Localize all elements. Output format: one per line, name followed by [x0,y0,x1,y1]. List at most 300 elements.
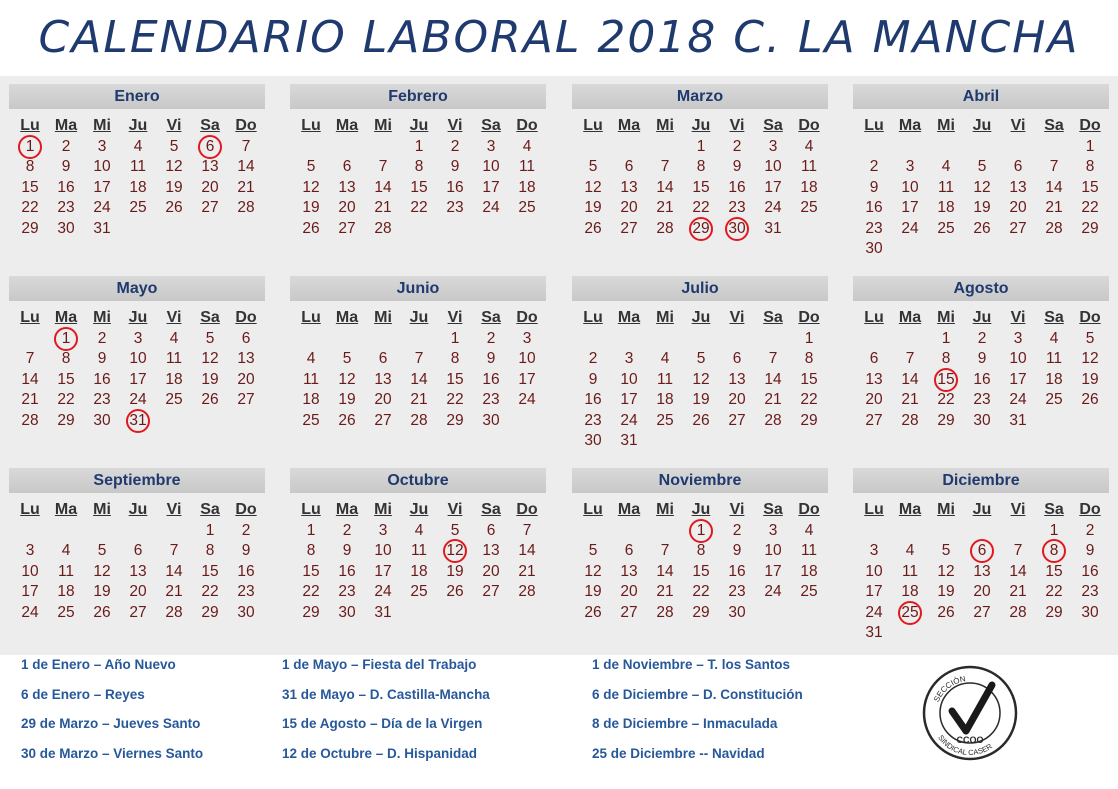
day-cell: 22 [692,583,710,600]
day-cell: 23 [338,583,356,600]
day-cell: 14 [764,370,782,388]
empty-cell [611,329,647,350]
day-cell: 20 [620,199,638,216]
day-cell: 24 [93,199,111,216]
day-cell: 4 [660,350,670,367]
weekday-label: Ma [898,117,922,134]
day-cell: 23 [237,583,255,600]
day-cell: 19 [93,583,111,600]
day-cell: 27 [129,603,147,621]
day-cell: 17 [1009,370,1027,388]
day-cell: 13 [237,350,255,367]
month-marzo [572,84,828,239]
empty-cell [48,521,84,542]
day-cell: 23 [1081,583,1099,600]
day-cell: 12 [338,370,356,388]
day-cell: 30 [865,240,883,257]
day-cell: 3 [486,137,496,155]
day-cell: 31 [764,219,782,237]
day-cell: 18 [410,562,428,580]
day-cell: 5 [97,542,107,559]
day-cell: 30 [482,411,500,429]
day-cell: 21 [656,583,674,600]
day-cell: 18 [937,199,955,216]
day-cell: 7 [768,350,778,367]
weekday-label: Mi [656,309,674,326]
day-cell: 4 [905,542,915,559]
day-cell: 29 [446,411,464,429]
day-cell: 27 [482,583,500,600]
empty-cell [964,521,1000,542]
month-grid [12,500,262,623]
day-cell: 20 [374,391,392,408]
day-cell: 22 [21,199,39,216]
day-cell: 9 [450,158,460,175]
day-cell: 4 [804,521,814,539]
legend-item: 1 de Noviembre – T. los Santos [592,657,791,672]
day-cell: 8 [450,350,460,367]
weekday-label: Lu [20,309,40,326]
day-cell: 24 [1009,391,1027,408]
month-abril [853,84,1109,260]
weekday-label: Do [516,309,538,326]
day-cell: 8 [804,350,814,367]
month-header: Julio [572,276,828,301]
day-cell: 31 [865,624,883,641]
weekday-label: Mi [656,501,674,518]
day-cell: 11 [901,562,919,580]
day-cell: 29 [201,603,219,621]
day-cell: 28 [518,583,536,600]
weekday-label: Ma [54,117,78,134]
weekday-label: Sa [200,309,220,326]
day-cell: 8 [414,158,424,175]
day-cell: 22 [937,391,955,408]
weekday-label: Lu [301,309,321,326]
day-cell: 25 [302,411,320,429]
legend-item: 8 de Diciembre – Inmaculada [592,716,778,731]
day-cell: 13 [1009,178,1027,196]
weekday-label: Ma [335,309,359,326]
day-cell: 5 [450,521,460,539]
weekday-label: Ma [617,501,641,518]
day-cell: 21 [518,562,536,580]
day-cell: 3 [768,521,778,539]
day-cell: 14 [237,158,255,175]
weekday-label: Ju [409,309,429,326]
day-cell: 28 [1009,603,1027,621]
month-header: Noviembre [572,468,828,493]
day-cell: 6 [378,350,388,367]
day-cell: 28 [410,411,428,429]
day-cell: 13 [338,178,356,196]
day-cell: 1 [205,521,215,539]
day-cell: 9 [241,542,251,559]
day-cell: 3 [133,329,143,347]
day-cell: 11 [937,178,955,196]
weekday-label: Vi [166,501,182,518]
month-grid [856,500,1106,644]
day-cell: 27 [620,603,638,621]
day-cell: 29 [692,603,710,621]
day-cell: 19 [446,562,464,580]
day-cell: 20 [237,370,255,388]
day-cell: 18 [302,391,320,408]
empty-cell [1000,521,1036,542]
day-cell: 23 [728,199,746,216]
day-cell: 6 [869,350,879,367]
day-cell: 18 [656,391,674,408]
weekday-label: Sa [481,309,501,326]
day-cell: 26 [201,391,219,408]
day-cell: 14 [374,178,392,196]
weekday-label: Do [1079,117,1101,134]
day-cell: 7 [169,542,179,559]
day-cell: 26 [937,603,955,621]
weekday-label: Ju [128,501,148,518]
day-cell: 2 [97,329,107,347]
day-cell: 20 [973,583,991,600]
day-cell: 10 [1009,350,1027,367]
day-cell: 4 [804,137,814,155]
day-cell: 25 [937,219,955,237]
day-cell: 29 [57,411,75,429]
month-junio [290,276,546,431]
month-header: Mayo [9,276,265,301]
day-cell: 6 [133,542,143,559]
day-cell: 14 [21,370,39,388]
weekday-label: Vi [447,117,463,134]
month-header: Marzo [572,84,828,109]
empty-cell [575,137,611,158]
weekday-label: Ju [691,117,711,134]
day-cell: 14 [1045,178,1063,196]
legend-item: 30 de Marzo – Viernes Santo [21,745,204,761]
day-cell: 3 [869,542,879,559]
day-cell: 3 [97,137,107,155]
holiday-day-cell: 1 [683,521,719,542]
day-cell: 19 [584,199,602,216]
day-cell: 13 [374,370,392,388]
empty-cell [755,329,791,350]
month-grid [12,308,262,431]
weekday-label: Ma [335,117,359,134]
month-header: Octubre [290,468,546,493]
empty-cell [892,329,928,350]
day-cell: 16 [93,370,111,388]
day-cell: 5 [169,137,179,155]
day-cell: 12 [93,562,111,580]
empty-cell [647,329,683,350]
month-header: Septiembre [9,468,265,493]
month-julio [572,276,828,452]
day-cell: 23 [482,391,500,408]
day-cell: 1 [414,137,424,155]
weekday-label: Ju [691,501,711,518]
day-cell: 7 [1049,158,1059,175]
day-cell: 5 [941,542,951,559]
day-cell: 30 [973,411,991,429]
day-cell: 24 [865,603,883,621]
empty-cell [719,329,755,350]
weekday-label: Ju [409,501,429,518]
empty-cell [120,521,156,542]
day-cell: 6 [1013,158,1023,175]
day-cell: 1 [1085,137,1095,155]
day-cell: 3 [1013,329,1023,347]
day-cell: 16 [584,391,602,408]
day-cell: 11 [518,158,536,175]
day-cell: 9 [1085,542,1095,559]
holiday-day-cell: 25 [892,603,928,624]
day-cell: 22 [57,391,75,408]
day-cell: 29 [937,411,955,429]
month-agosto [853,276,1109,431]
day-cell: 30 [338,603,356,621]
empty-cell [329,329,365,350]
empty-cell [647,137,683,158]
stamp-bottom-text: SINDICAL CASER [936,733,994,758]
day-cell: 13 [129,562,147,580]
weekday-label: Vi [447,501,463,518]
day-cell: 15 [21,178,39,196]
day-cell: 1 [941,329,951,347]
legend-item: 29 de Marzo – Jueves Santo [21,716,201,731]
weekday-label: Do [798,309,820,326]
weekday-label: Vi [447,309,463,326]
month-header: Enero [9,84,265,109]
day-cell: 8 [1085,158,1095,175]
day-cell: 12 [584,178,602,196]
weekday-label: Ma [617,309,641,326]
day-cell: 8 [25,158,35,175]
empty-cell [611,137,647,158]
day-cell: 24 [764,583,782,600]
day-cell: 18 [129,178,147,196]
empty-cell [683,329,719,350]
day-cell: 19 [302,199,320,216]
empty-cell [293,329,329,350]
day-cell: 28 [656,603,674,621]
day-cell: 3 [905,158,915,175]
empty-cell [156,521,192,542]
day-cell: 5 [588,542,598,559]
day-cell: 7 [905,350,915,367]
weekday-label: Vi [1010,501,1026,518]
weekday-label: Vi [729,117,745,134]
day-cell: 9 [588,370,598,388]
day-cell: 2 [486,329,496,347]
weekday-label: Ju [972,501,992,518]
empty-cell [647,521,683,542]
day-cell: 27 [374,411,392,429]
day-cell: 7 [1013,542,1023,559]
day-cell: 7 [241,137,251,155]
day-cell: 19 [692,391,710,408]
day-cell: 21 [1009,583,1027,600]
day-cell: 2 [61,137,71,155]
day-cell: 16 [57,178,75,196]
weekday-label: Do [798,117,820,134]
day-cell: 23 [446,199,464,216]
empty-cell [892,137,928,158]
day-cell: 19 [338,391,356,408]
day-cell: 16 [865,199,883,216]
day-cell: 25 [800,199,818,216]
legend-item: 25 de Diciembre -- Navidad [592,745,765,761]
weekday-label: Vi [166,117,182,134]
day-cell: 10 [764,158,782,175]
day-cell: 24 [518,391,536,408]
month-noviembre [572,468,828,623]
day-cell: 28 [165,603,183,621]
month-header: Abril [853,84,1109,109]
day-cell: 24 [620,411,638,429]
day-cell: 21 [374,199,392,216]
legend-item: 6 de Diciembre – D. Constitución [592,686,803,702]
weekday-label: Sa [763,117,783,134]
day-cell: 14 [901,370,919,388]
day-cell: 29 [302,603,320,621]
day-cell: 9 [869,178,879,196]
empty-cell [401,329,437,350]
day-cell: 31 [374,603,392,621]
day-cell: 26 [93,603,111,621]
day-cell: 8 [696,542,706,559]
day-cell: 25 [165,391,183,408]
day-cell: 29 [1081,219,1099,237]
day-cell: 9 [732,158,742,175]
day-cell: 19 [201,370,219,388]
day-cell: 2 [342,521,352,539]
day-cell: 11 [129,158,147,175]
month-grid [575,116,825,239]
day-cell: 21 [901,391,919,408]
day-cell: 24 [901,219,919,237]
holiday-day-cell: 15 [928,370,964,391]
legend-item: 1 de Enero – Año Nuevo [21,657,176,672]
stamp-top-text: SECCIÓN [931,674,967,704]
day-cell: 22 [1045,583,1063,600]
day-cell: 12 [584,562,602,580]
day-cell: 17 [620,391,638,408]
day-cell: 19 [937,583,955,600]
weekday-label: Do [516,117,538,134]
weekday-label: Mi [93,501,111,518]
day-cell: 23 [865,219,883,237]
stamp-middle-text: CCOO [956,735,984,745]
empty-cell [964,137,1000,158]
day-cell: 30 [1081,603,1099,621]
empty-cell [892,521,928,542]
weekday-label: Ju [691,309,711,326]
day-cell: 9 [61,158,71,175]
legend-column-2 [282,655,490,773]
legend-column-1 [21,655,203,773]
day-cell: 18 [518,178,536,196]
day-cell: 27 [728,411,746,429]
day-cell: 26 [584,219,602,237]
day-cell: 7 [25,350,35,367]
day-cell: 22 [446,391,464,408]
day-cell: 16 [237,562,255,580]
legend-item: 31 de Mayo – D. Castilla-Mancha [282,686,490,702]
day-cell: 9 [977,350,987,367]
day-cell: 9 [732,542,742,559]
day-cell: 23 [728,583,746,600]
day-cell: 20 [865,391,883,408]
day-cell: 3 [25,542,35,559]
day-cell: 2 [241,521,251,539]
day-cell: 26 [692,411,710,429]
day-cell: 20 [129,583,147,600]
weekday-label: Mi [374,309,392,326]
day-cell: 1 [450,329,460,347]
day-cell: 13 [482,542,500,559]
day-cell: 12 [1081,350,1099,367]
weekday-label: Sa [763,501,783,518]
stamp-outer-ring [924,667,1016,759]
day-cell: 17 [482,178,500,196]
weekday-label: Lu [301,501,321,518]
weekday-label: Mi [374,501,392,518]
day-cell: 2 [869,158,879,175]
day-cell: 13 [620,178,638,196]
day-cell: 10 [129,350,147,367]
day-cell: 26 [302,219,320,237]
month-diciembre [853,468,1109,644]
day-cell: 12 [692,370,710,388]
weekday-label: Sa [1044,501,1064,518]
day-cell: 22 [1081,199,1099,216]
day-cell: 16 [728,562,746,580]
day-cell: 10 [865,562,883,580]
day-cell: 11 [302,370,320,388]
day-cell: 8 [696,158,706,175]
day-cell: 17 [901,199,919,216]
day-cell: 13 [620,562,638,580]
holiday-day-cell: 12 [437,541,473,562]
day-cell: 14 [165,562,183,580]
weekday-label: Lu [583,501,603,518]
day-cell: 18 [57,583,75,600]
day-cell: 8 [61,350,71,367]
empty-cell [856,329,892,350]
day-cell: 2 [588,350,598,367]
day-cell: 15 [446,370,464,388]
day-cell: 1 [1049,521,1059,539]
day-cell: 21 [410,391,428,408]
day-cell: 11 [57,562,75,580]
month-grid [293,308,543,431]
weekday-label: Lu [583,117,603,134]
day-cell: 15 [692,178,710,196]
day-cell: 14 [410,370,428,388]
empty-cell [12,521,48,542]
weekday-label: Mi [937,309,955,326]
day-cell: 20 [1009,199,1027,216]
day-cell: 13 [728,370,746,388]
day-cell: 5 [1085,329,1095,347]
day-cell: 20 [620,583,638,600]
day-cell: 28 [901,411,919,429]
legend-item: 12 de Octubre – D. Hispanidad [282,745,478,761]
month-grid [293,500,543,623]
day-cell: 15 [302,562,320,580]
day-cell: 6 [624,542,634,559]
day-cell: 16 [973,370,991,388]
legend-item: 6 de Enero – Reyes [21,686,145,702]
